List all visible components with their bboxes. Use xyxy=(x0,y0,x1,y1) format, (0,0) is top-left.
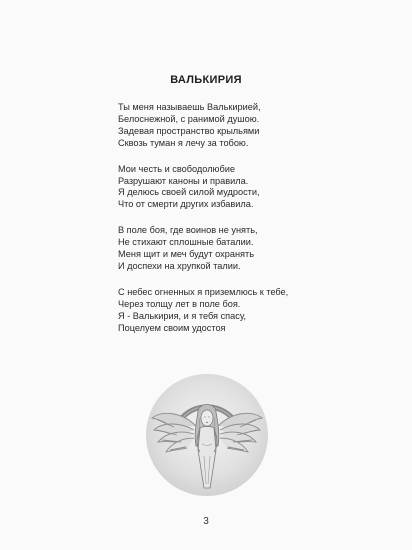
poem-title: ВАЛЬКИРИЯ xyxy=(170,74,242,86)
poem-line: И доспехи на хрупкой талии. xyxy=(118,260,241,271)
poem-line: Я делюсь своей силой мудрости, xyxy=(118,187,260,198)
poem-line: Ты меня называешь Валькирией, xyxy=(118,102,261,112)
poem-line: В поле боя, где воинов не унять, xyxy=(118,225,258,236)
poem-line: Мои честь и свободолюбие xyxy=(118,163,235,174)
poem-line: Я - Валькирия, и я тебя спасу, xyxy=(118,310,247,321)
poem-line: Что от смерти других избавила. xyxy=(118,199,254,210)
face xyxy=(201,410,213,426)
poem-line: С небес огненных я приземлюсь к тебе, xyxy=(118,286,289,297)
poem-body xyxy=(118,102,358,349)
poem-line: Сквозь туман я лечу за тобою. xyxy=(118,137,249,148)
poem-line: Задевая пространство крыльями xyxy=(118,125,260,136)
poem-line: Меня щит и меч будут охранять xyxy=(118,249,254,260)
stanza xyxy=(118,287,358,335)
poem-line: Белоснежной, с ранимой душою. xyxy=(118,113,260,124)
stanza xyxy=(118,164,358,212)
poem-line: Поцелуем своим удостоя xyxy=(118,322,226,333)
poem-line: Через толщу лет в поле боя. xyxy=(118,298,241,309)
page-number: 3 xyxy=(203,516,209,527)
poem-line: Не стихают сплошные баталии. xyxy=(118,237,254,248)
stanza xyxy=(118,225,358,273)
poem-line: Разрушают каноны и правила. xyxy=(118,175,249,186)
stanza xyxy=(118,102,358,150)
angel-illustration xyxy=(144,372,270,498)
